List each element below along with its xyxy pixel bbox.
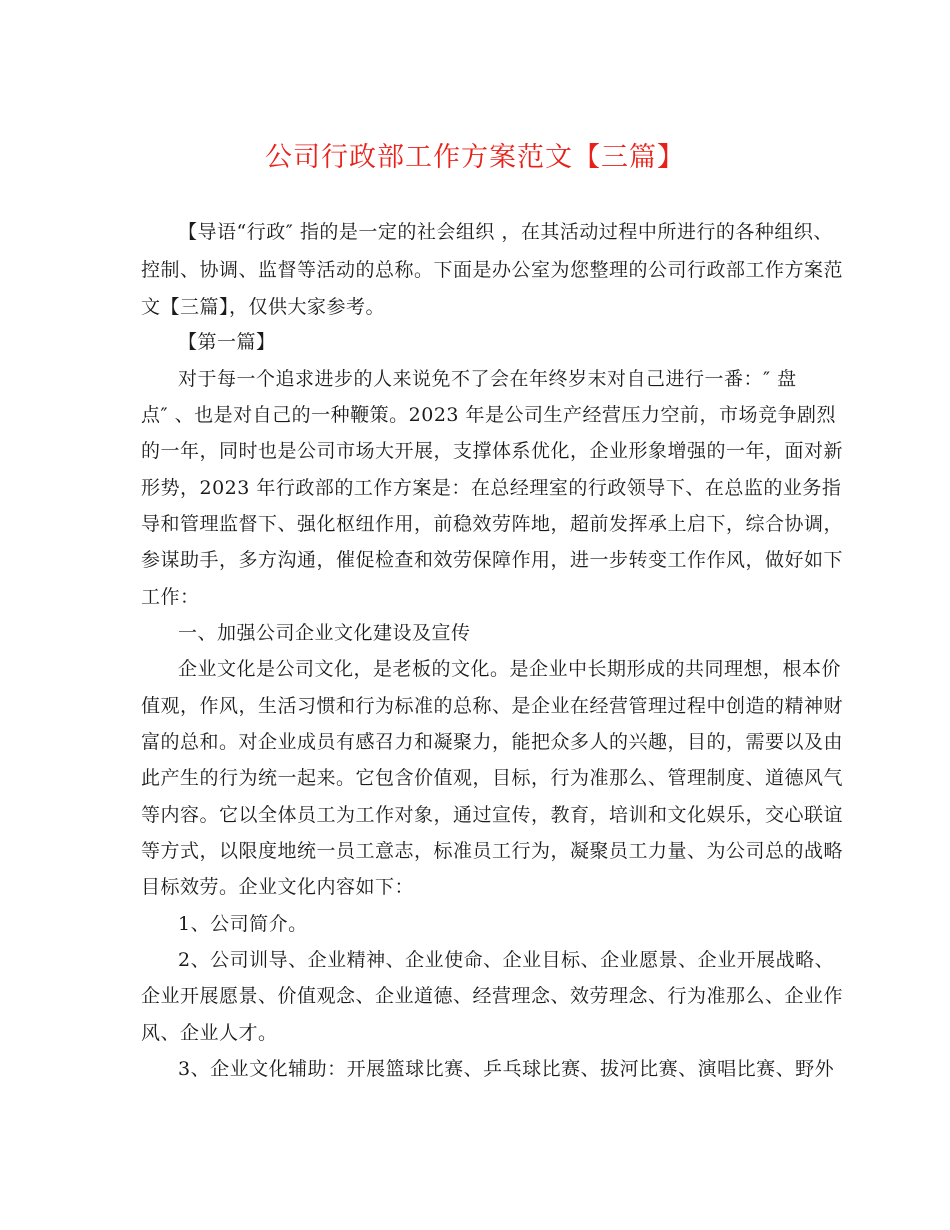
paragraph-line: 导和管理监督下、强化枢纽作用，前稳效劳阵地，超前发挥承上启下，综合协调， bbox=[141, 513, 844, 535]
document-title: 公司行政部工作方案范文【三篇】 bbox=[265, 142, 685, 173]
paragraph-line: 工作： bbox=[141, 586, 200, 608]
paragraph-line: 文【三篇】，仅供大家参考。 bbox=[141, 296, 386, 318]
paragraph-line: 风、企业人才。 bbox=[141, 1022, 278, 1044]
paragraph-line: 企业开展愿景、价值观念、企业道德、经营理念、效劳理念、行为准那么、企业作 bbox=[141, 985, 844, 1007]
paragraph-line: 点″ 、也是对自己的一种鞭策。2023 年是公司生产经营压力空前，市场竞争剧烈 bbox=[141, 404, 837, 426]
paragraph-line: 企业文化是公司文化，是老板的文化。是企业中长期形成的共同理想，根本价 bbox=[178, 658, 842, 680]
paragraph-line: 参谋助手，多方沟通，催促检查和效劳保障作用，进一步转变工作作风，做好如下 bbox=[141, 549, 844, 571]
paragraph-line: 【导语“行政″ 指的是一定的社会组织 ，在其活动过程中所进行的各种组织、 bbox=[178, 221, 833, 243]
paragraph-line: 富的总和。对企业成员有感召力和凝聚力，能把众多人的兴趣，目的，需要以及由 bbox=[141, 731, 844, 753]
paragraph-line: 的一年，同时也是公司市场大开展，支撑体系优化，企业形象增强的一年，面对新 bbox=[141, 440, 844, 462]
paragraph-line: 此产生的行为统一起来。它包含价值观，目标，行为准那么、管理制度、道德风气 bbox=[141, 767, 844, 789]
section-heading: 【第一篇】 bbox=[178, 331, 276, 353]
paragraph-line: 控制、协调、监督等活动的总称。下面是办公室为您整理的公司行政部工作方案范 bbox=[141, 259, 844, 281]
paragraph-line: 值观，作风，生活习惯和行为标准的总称、是企业在经营管理过程中创造的精神财 bbox=[141, 695, 844, 717]
paragraph-line: 等方式，以限度地统一员工意志，标准员工行为，凝聚员工力量、为公司总的战略 bbox=[141, 840, 844, 862]
list-item: 3、企业文化辅助：开展篮球比赛、乒乓球比赛、拔河比赛、演唱比赛、野外 bbox=[178, 1058, 835, 1080]
list-item: 1、公司简介。 bbox=[178, 913, 308, 935]
list-item: 2、公司训导、企业精神、企业使命、企业目标、企业愿景、企业开展战略、 bbox=[178, 949, 835, 971]
paragraph-line: 对于每一个追求进步的人来说免不了会在年终岁末对自己进行一番：″ 盘 bbox=[178, 368, 797, 390]
paragraph-line: 形势，2023 年行政部的工作方案是：在总经理室的行政领导下、在总监的业务指 bbox=[141, 477, 842, 499]
paragraph-line: 等内容。它以全体员工为工作对象，通过宣传，教育，培训和文化娱乐，交心联谊 bbox=[141, 804, 844, 826]
section-heading: 一、加强公司企业文化建设及宣传 bbox=[178, 622, 471, 644]
paragraph-line: 目标效劳。企业文化内容如下： bbox=[141, 876, 415, 898]
